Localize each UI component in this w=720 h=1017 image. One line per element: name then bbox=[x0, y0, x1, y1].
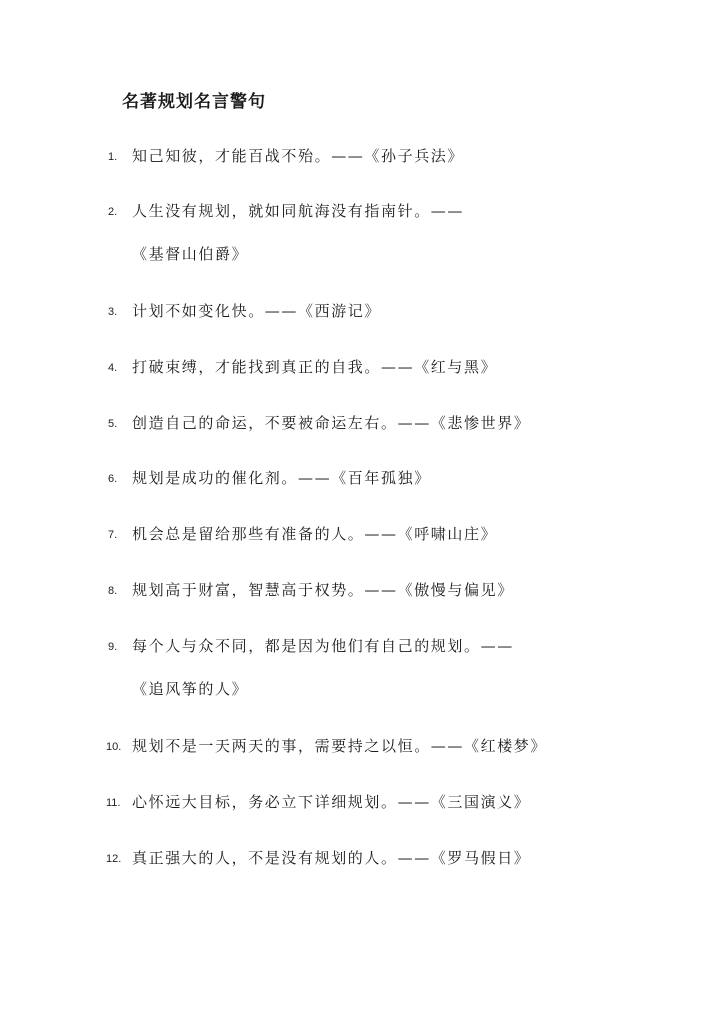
list-item bbox=[0, 410, 720, 440]
item-number: 6. bbox=[108, 473, 118, 485]
item-number: 10. bbox=[106, 741, 122, 753]
list-item bbox=[0, 733, 720, 763]
item-text: 规划高于财富，智慧高于权势。——《傲慢与偏见》 bbox=[132, 581, 514, 599]
item-text: 心怀远大目标，务必立下详细规划。——《三国演义》 bbox=[132, 793, 531, 811]
list-item bbox=[0, 198, 720, 228]
item-text: 创造自己的命运，不要被命运左右。——《悲惨世界》 bbox=[132, 414, 531, 432]
list-item bbox=[0, 577, 720, 607]
item-number: 12. bbox=[106, 853, 122, 865]
item-text: 规划不是一天两天的事，需要持之以恒。——《红楼梦》 bbox=[132, 737, 548, 755]
document-title: 名著规划名言警句 bbox=[122, 92, 266, 112]
list-item bbox=[0, 633, 720, 663]
item-text: 打破束缚，才能找到真正的自我。——《红与黑》 bbox=[132, 358, 498, 376]
item-text: 规划是成功的催化剂。——《百年孤独》 bbox=[132, 469, 431, 487]
item-number: 3. bbox=[108, 306, 118, 318]
item-number: 11. bbox=[106, 797, 121, 809]
item-number: 9. bbox=[108, 641, 118, 653]
item-number: 8. bbox=[108, 585, 118, 597]
item-text-continuation: 《基督山伯爵》 bbox=[132, 245, 249, 263]
item-text: 机会总是留给那些有准备的人。——《呼啸山庄》 bbox=[132, 525, 498, 543]
item-text: 人生没有规划，就如同航海没有指南针。—— bbox=[132, 202, 465, 220]
list-item bbox=[0, 789, 720, 819]
item-text: 知己知彼，才能百战不殆。——《孙子兵法》 bbox=[132, 147, 465, 165]
list-item bbox=[0, 143, 720, 173]
item-number: 2. bbox=[108, 206, 118, 218]
list-item bbox=[0, 521, 720, 551]
item-text: 每个人与众不同，都是因为他们有自己的规划。—— bbox=[132, 637, 514, 655]
item-text: 真正强大的人，不是没有规划的人。——《罗马假日》 bbox=[132, 849, 531, 867]
list-item bbox=[0, 845, 720, 875]
item-number: 7. bbox=[108, 529, 118, 541]
item-number: 4. bbox=[108, 362, 118, 374]
list-item bbox=[0, 298, 720, 328]
item-text: 计划不如变化快。——《西游记》 bbox=[132, 302, 382, 320]
item-number: 5. bbox=[108, 418, 118, 430]
item-number: 1. bbox=[108, 151, 118, 163]
item-text-continuation: 《追风筝的人》 bbox=[132, 680, 249, 698]
list-item bbox=[0, 354, 720, 384]
list-item bbox=[0, 465, 720, 495]
